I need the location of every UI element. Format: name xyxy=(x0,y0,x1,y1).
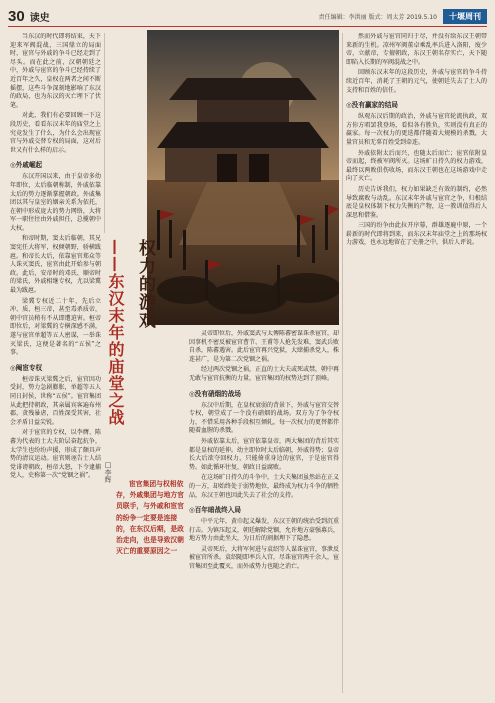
paragraph: 东汉中后期，在皇权衰弱的背景下，外戚与宦官交替专权，朝堂成了一个没有硝烟的战场。双方为了争夺权力，不惜采用各种手段相互倾轧，每一次权力的更替都伴随着血腥的杀戮。 xyxy=(189,401,339,435)
paragraph: 外戚依靠太后，宦官依靠皇帝，两大集团的背后其实都是皇权的延伸。幼主即位时太后临朝，外戚得势；皇帝长大后欲夺回权力，只能倚重身边的宦官，于是宦官得势。如此循环往复，朝政日益腐败。 xyxy=(189,437,339,471)
paragraph: 在这场旷日持久的斗争中，士大夫集团虽然站在正义的一方，却始终处于弱势地位，最终成为权力斗争的牺牲品，东汉王朝也因此失去了社会的支持。 xyxy=(189,474,339,499)
paragraph: 中平元年，黄巾起义爆发，东汉王朝的统治受到沉重打击。为镇压起义，朝廷解除党锢，允许地方豪强募兵，地方势力由此坐大，为日后的割据埋下了隐患。 xyxy=(189,518,339,543)
byline: □李辉 xyxy=(104,461,112,483)
middle-column xyxy=(189,330,339,696)
right-column xyxy=(346,33,487,695)
left-column xyxy=(10,33,101,695)
paragraph: 外戚依附太后而兴，也随太后而亡；宦官依附皇帝而起，终被军阀所灭。这场旷日持久的权力游戏，最终以两败俱伤收场，而东汉王朝也在这场游戏中走向了灭亡。 xyxy=(346,149,487,183)
pull-quote-text: 宦官集团与权相依存，外戚集团与地方官员联手，与外戚和宦官的纷争一定要是连接的，在东汉后期，是政治走向，也是导致汉朝灭亡的重要原因之一 xyxy=(116,480,184,556)
pull-quote xyxy=(116,479,184,557)
paragraph: 东汉开国以来，由于皇帝多幼年即位，太后临朝称制，外戚依靠太后的势力逐渐掌握朝政。外戚集团以其与皇室的姻亲关系为依托，在朝中形成庞大的势力网络，大将军一职往往由外戚担任，总揽朝中大权。 xyxy=(10,173,101,232)
headline-subtitle: ——东汉末年的庙堂之战 xyxy=(106,239,125,426)
paragraph: 当东汉的时代即将结束，天下迎来军阀混战，三国鼎立的局面时，宦官与外戚的争斗已经走到了尽头。而在此之前，汉朝朝廷之中，外戚与宦官的争斗已经持续了近百年之久，皇权在两者之间不断摇摆，这些斗争深刻地影响了东汉的政局，也为东汉的灭亡埋下了伏笔。 xyxy=(10,33,101,109)
paragraph: 梁冀专权近二十年，先后立冲、质、桓三帝，甚至毒杀质帝，朝中官员稍有不从即遭迫害。桓帝即位后，对梁冀的专横深感不满，遂与宦官单超等五人密谋，一举诛灭梁氏，这便是著名的“五侯”之事。 xyxy=(10,297,101,357)
paragraph: 和帝时期，窦太后临朝，其兄窦宪任大将军，权倾朝野，骄横跋扈。和帝长大后，依靠宦官郑众等人诛灭窦氏，宦官由此开始参与朝政。此后，安帝时的邓氏、顺帝时的梁氏，外戚相继专权，尤以梁冀最为跋扈。 xyxy=(10,235,101,295)
masthead-brand: 十堰周刊 xyxy=(443,9,487,24)
headline-title: 权力的游戏 xyxy=(135,239,155,329)
palace-battle-illustration xyxy=(147,30,339,325)
paragraph: 灵帝即位后，外戚窦武与太傅陈蕃密谋诛杀宦官，却因事机不密反被宦官曹节、王甫等人抢先发难，窦武兵败自杀，陈蕃遇害。此后宦官再兴党狱，大肆捕杀党人，株连甚广，是为第二次党锢之祸。 xyxy=(189,330,339,363)
subheading: ◎没有硝烟的战场 xyxy=(189,389,241,398)
page-number: 30 xyxy=(8,7,25,25)
subheading: ◎阉宦专权 xyxy=(10,363,43,372)
paragraph: 经过两次党锢之祸，正直的士大夫或死或禁，朝中再无敢与宦官抗衡的力量，宦官集团的权势达到了顶峰。 xyxy=(189,366,339,382)
paragraph: 三国的纷争由此拉开序幕，群雄逐鹿中原，一个崭新的时代即将到来，而东汉末年庙堂之上的那场权力游戏，也永远地留在了史册之中，供后人评说。 xyxy=(346,222,487,247)
paragraph: 桓帝诛灭梁冀之后，宦官因功受封，势力急剧膨胀，单超等五人同日封侯，世称“五侯”。宦官集团从此把持朝政，其亲属宾客遍布州郡，贪残暴虐，百姓深受其害，社会矛盾日益尖锐。 xyxy=(10,375,101,426)
subheading: ◎外戚崛起 xyxy=(10,161,43,170)
subheading: ◎没有赢家的结局 xyxy=(346,101,398,110)
column-divider xyxy=(342,33,343,693)
headline xyxy=(104,239,164,426)
paragraph: 历史告诉我们，权力如果缺乏有效的制约，必然导致腐败与动乱。东汉末年外戚与宦官之争，归根结底是皇权体制下权力失衡的产物，这一教训值得后人深思和借鉴。 xyxy=(346,185,487,219)
subheading: ◎百年暗战终入局 xyxy=(189,506,241,515)
illustration-palace xyxy=(147,30,339,325)
paragraph: 对于宦官的专权，以李膺、陈蕃为代表的士大夫阶层奋起抗争，太学生也纷纷声援，形成了颇具声势的清议运动。宦官则诬告士人结党诽谤朝政，桓帝大怒，下令逮捕党人，史称第一次“党锢之祸”。 xyxy=(10,429,101,480)
column-divider xyxy=(104,33,105,233)
paragraph: 然而外戚与宦官同归于尽，并没有给东汉王朝带来新的生机。凉州军阀董卓乘乱率兵进入洛阳，废少帝，立献帝，专擅朝政，东汉王朝名存实亡，天下随即陷入长期的军阀混战之中。 xyxy=(346,33,487,66)
section-title: 读史 xyxy=(29,12,50,24)
paragraph: 灵帝死后，大将军何进与袁绍等人谋诛宦官，事泄反被宦官所杀。袁绍随即率兵入宫，尽诛宦官两千余人，宦官集团至此覆灭，而外戚势力也随之消亡。 xyxy=(189,545,339,571)
editor-credits: 责任编辑：李洪丽 版式：周太芳 2019.5.10 xyxy=(318,13,437,21)
paragraph: 对此，我们有必要回顾一下这段历史，看看东汉末年的庙堂之上究竟发生了什么，为什么会出现宦官与外戚交替专权的局面，这对后世又有什么样的启示。 xyxy=(10,112,101,154)
page-header xyxy=(8,6,487,27)
paragraph: 回顾东汉末年的这段历史，外戚与宦官的争斗持续近百年，消耗了王朝的元气，使朝廷失去了士人的支持和百姓的信任。 xyxy=(346,69,487,94)
paragraph: 纵观东汉后期的政治，外戚与宦官轮流执政，双方你方唱罢我登场，看似各有胜负，实则没有真正的赢家。每一次权力的更迭都伴随着大规模的杀戮，大量官员和无辜百姓受到牵连。 xyxy=(346,113,487,146)
